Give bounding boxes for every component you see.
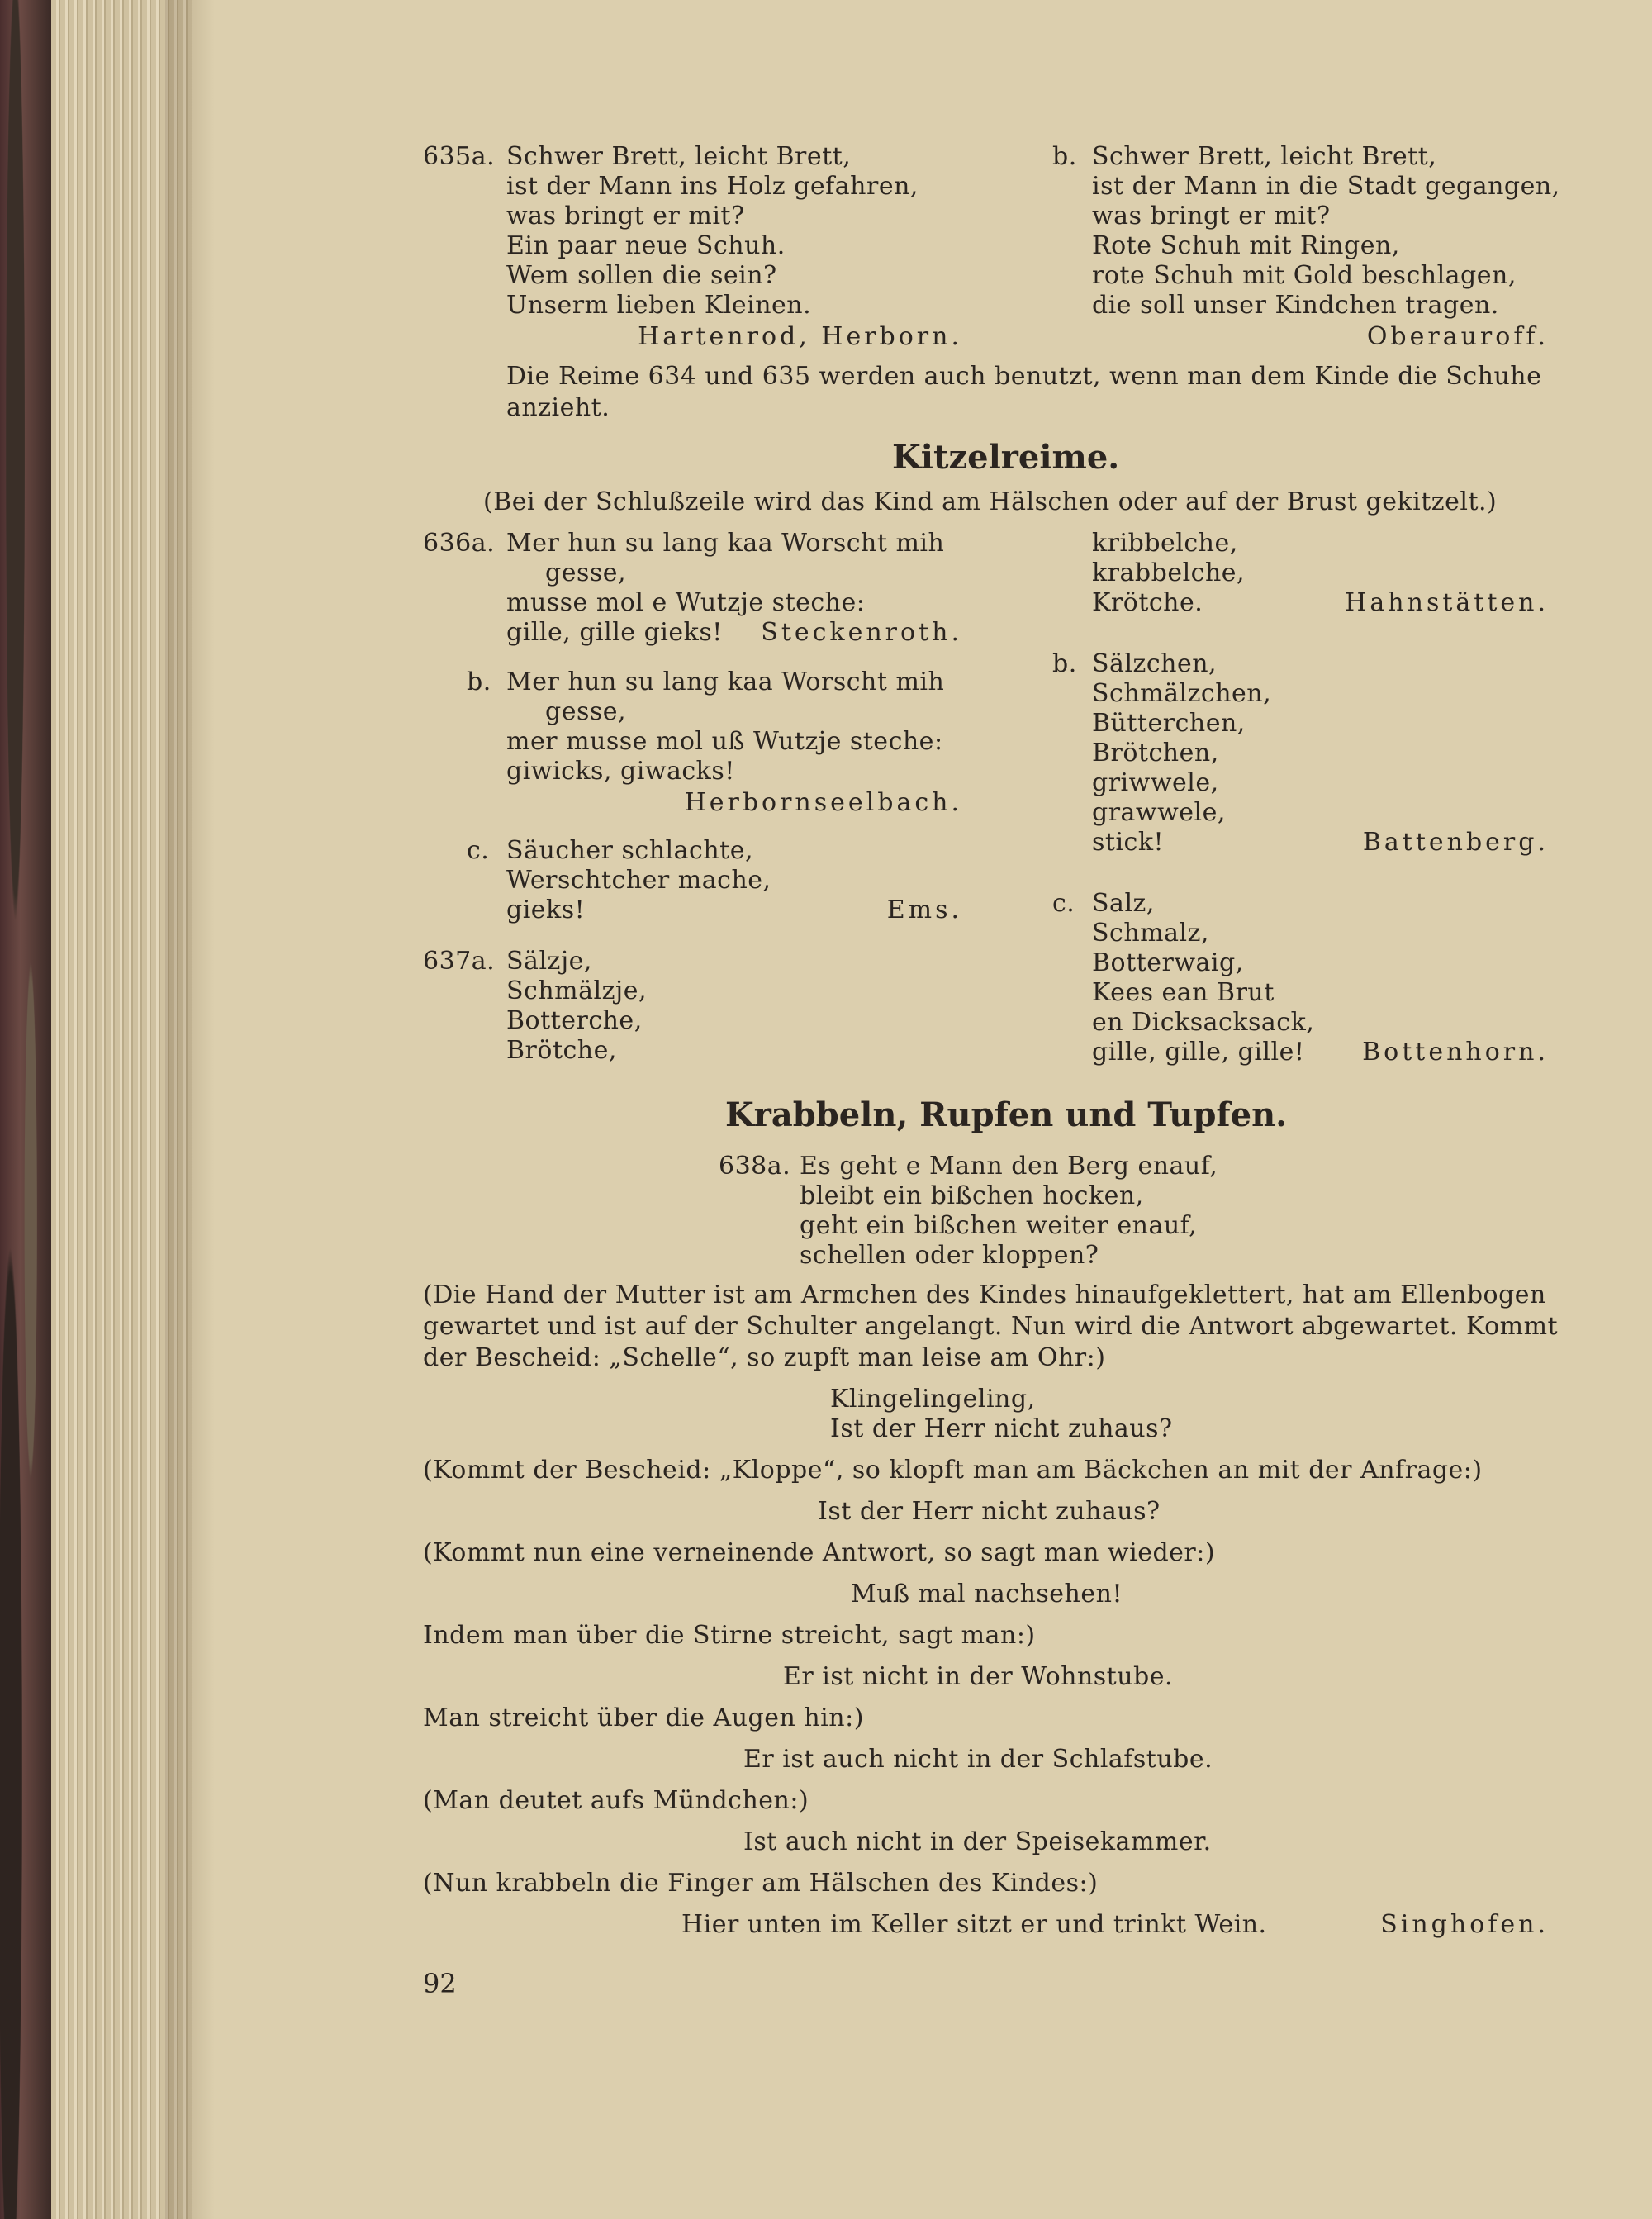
verse-line: geht ein bißchen weiter enauf,: [800, 1211, 1198, 1240]
verse-line: Mer hun su lang kaa Worscht mih: [506, 668, 945, 696]
verse-line: mer musse mol uß Wutzje steche:: [506, 727, 943, 756]
source-location: Ems.: [886, 896, 962, 924]
note-line: anzieht.: [506, 393, 610, 422]
instruction-line: (Die Hand der Mutter ist am Armchen des Kindes hinaufgeklettert, hat am Ellenbogen: [423, 1281, 1546, 1309]
verse-line: grawwele,: [1092, 798, 1226, 827]
verse-line: kribbelche,: [1092, 529, 1238, 558]
source-location: Singhofen.: [1380, 1910, 1549, 1939]
source-location: Battenberg.: [1362, 828, 1549, 857]
verse-line: Sälzje,: [506, 947, 592, 976]
verse-line: Unserm lieben Kleinen.: [506, 291, 812, 320]
rhyme-label: b.: [467, 668, 491, 696]
note-line: Die Reime 634 und 635 werden auch benutzt, wenn man dem Kinde die Schuhe: [506, 362, 1542, 391]
instruction-line: (Kommt der Bescheid: „Kloppe“, so klopft man am Bäckchen an mit der Anfrage:): [423, 1456, 1483, 1485]
verse-line: Botterche,: [506, 1006, 643, 1035]
verse-line: Schwer Brett, leicht Brett,: [506, 142, 852, 171]
source-location: Bottenhorn.: [1362, 1038, 1549, 1067]
verse-line: Ist der Herr nicht zuhaus?: [818, 1497, 1161, 1526]
page-number: 92: [423, 1968, 457, 1999]
verse-line: gesse,: [545, 697, 627, 726]
section-intro: (Bei der Schlußzeile wird das Kind am Hälschen oder auf der Brust gekitzelt.): [483, 487, 1498, 516]
rhyme-label: b.: [1052, 142, 1077, 171]
instruction-line: (Man deutet aufs Mündchen:): [423, 1786, 809, 1815]
verse-line: bleibt ein bißchen hocken,: [800, 1181, 1144, 1210]
instruction-line: (Nun krabbeln die Finger am Hälschen des Kindes:): [423, 1869, 1099, 1898]
verse-line: Ist der Herr nicht zuhaus?: [830, 1414, 1173, 1443]
instruction-line: Indem man über die Stirne streicht, sagt man:): [423, 1621, 1036, 1650]
verse-line: Säucher schlachte,: [506, 836, 753, 865]
verse-line: gieks!: [506, 896, 586, 924]
verse-line: Schmälzje,: [506, 976, 647, 1005]
instruction-line: (Kommt nun eine verneinende Antwort, so sagt man wieder:): [423, 1538, 1216, 1567]
source-location: Oberauroff.: [1366, 322, 1549, 351]
rhyme-label: 636a.: [423, 529, 496, 558]
verse-line: Salz,: [1092, 889, 1155, 918]
verse-line: gille, gille, gille!: [1092, 1038, 1305, 1067]
instruction-line: gewartet und ist auf der Schulter angelangt. Nun wird die Antwort abgewartet. Kommt: [423, 1312, 1559, 1341]
verse-line: gille, gille gieks!: [506, 618, 723, 647]
verse-line: griwwele,: [1092, 768, 1219, 797]
verse-line: Bütterchen,: [1092, 709, 1246, 738]
verse-line: Ein paar neue Schuh.: [506, 231, 786, 260]
rhyme-label: 637a.: [423, 947, 496, 976]
verse-line: Rote Schuh mit Ringen,: [1092, 231, 1400, 260]
verse-line: Ist auch nicht in der Speisekammer.: [743, 1827, 1212, 1856]
verse-line: schellen oder kloppen?: [800, 1241, 1099, 1270]
verse-line: stick!: [1092, 828, 1165, 857]
rhyme-label: c.: [1052, 889, 1075, 918]
verse-line: Schmalz,: [1092, 919, 1209, 948]
verse-line: Botterwaig,: [1092, 948, 1244, 977]
source-location: Steckenroth.: [761, 618, 962, 647]
verse-line: Klingelingeling,: [830, 1385, 1036, 1414]
rhyme-label: b.: [1052, 649, 1077, 678]
verse-line: giwicks, giwacks!: [506, 757, 735, 786]
verse-line: Schmälzchen,: [1092, 679, 1272, 708]
verse-line: Wem sollen die sein?: [506, 261, 777, 290]
verse-line: die soll unser Kindchen tragen.: [1092, 291, 1499, 320]
section-heading: Krabbeln, Rupfen und Tupfen.: [725, 1095, 1288, 1134]
verse-line: Brötchen,: [1092, 739, 1219, 767]
source-location: Hahnstätten.: [1345, 588, 1549, 617]
section-heading: Kitzelreime.: [892, 438, 1120, 477]
verse-line: Werschtcher mache,: [506, 866, 771, 895]
verse-line: ist der Mann in die Stadt gegangen,: [1092, 172, 1560, 201]
verse-line: was bringt er mit?: [506, 202, 745, 230]
verse-line: Kees ean Brut: [1092, 978, 1275, 1007]
verse-line: krabbelche,: [1092, 558, 1246, 587]
verse-line: gesse,: [545, 558, 627, 587]
source-location: Hartenrod, Herborn.: [638, 322, 962, 351]
verse-line: ist der Mann ins Holz gefahren,: [506, 172, 919, 201]
verse-line: Hier unten im Keller sitzt er und trinkt Wein.: [681, 1910, 1267, 1939]
verse-line: Er ist auch nicht in der Schlafstube.: [743, 1745, 1213, 1774]
verse-line: Brötche,: [506, 1036, 617, 1065]
verse-line: Mer hun su lang kaa Worscht mih: [506, 529, 945, 558]
verse-line: rote Schuh mit Gold beschlagen,: [1092, 261, 1517, 290]
verse-line: Sälzchen,: [1092, 649, 1218, 678]
source-location: Herbornseelbach.: [684, 788, 962, 817]
verse-line: was bringt er mit?: [1092, 202, 1331, 230]
rhyme-label: 635a.: [423, 142, 496, 171]
verse-line: Muß mal nachsehen!: [851, 1580, 1123, 1608]
verse-line: en Dicksacksack,: [1092, 1008, 1315, 1037]
verse-line: Er ist nicht in der Wohnstube.: [783, 1662, 1174, 1691]
rhyme-label: c.: [467, 836, 490, 865]
instruction-line: Man streicht über die Augen hin:): [423, 1703, 864, 1732]
rhyme-label: 638a.: [719, 1152, 791, 1181]
verse-line: Krötche.: [1092, 588, 1203, 617]
verse-line: Schwer Brett, leicht Brett,: [1092, 142, 1437, 171]
instruction-line: der Bescheid: „Schelle“, so zupft man leise am Ohr:): [423, 1343, 1106, 1372]
verse-line: Es geht e Mann den Berg enauf,: [800, 1152, 1218, 1181]
verse-line: musse mol e Wutzje steche:: [506, 588, 866, 617]
